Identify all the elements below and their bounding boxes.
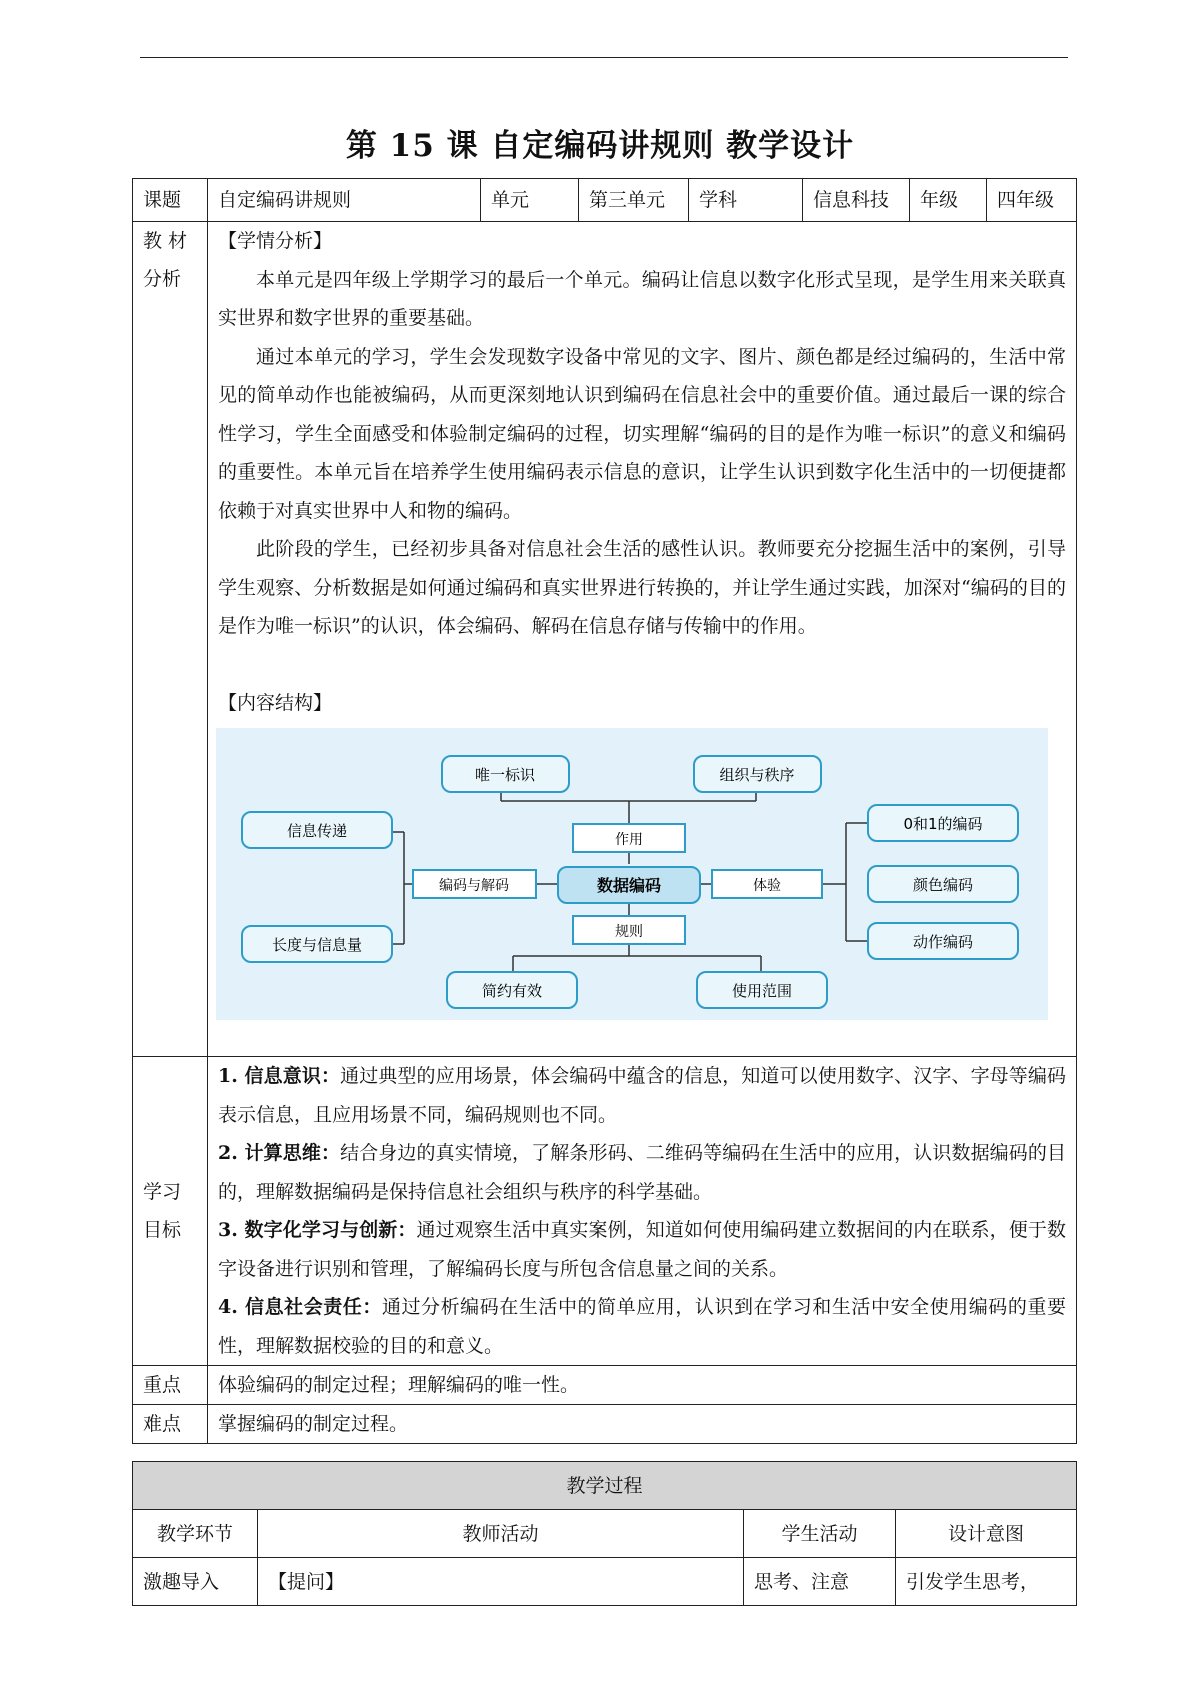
diagram-center-label: 数据编码 <box>596 876 662 895</box>
intent-cell: 引发学生思考， <box>896 1558 1077 1606</box>
diagram-node-label: 唯一标识 <box>474 766 536 784</box>
objective-body: 通过分析编码在生活中的简单应用，认识到在学习和生活中安全使用编码的重要性，理解数据校验的目的和意义。 <box>218 1296 1066 1357</box>
objectives-row <box>133 1057 1077 1366</box>
column-header: 教师活动 <box>258 1510 744 1558</box>
analysis-paragraph: 通过本单元的学习，学生会发现数字设备中常见的文字、图片、颜色都是经过编码的，生活中常见的简单动作也能被编码，从而更深刻地认识到编码在信息社会中的重要价值。通过最后一课的综合性学习，学生全面感受和体验制定编码的过程，切实理解“编码的目的是作为唯一标识”的意义和编码的重要性。本单元旨在培养学生使用编码表示信息的意识，让学生认识到数字化生活中的一切便捷都依赖于对真实世界中人和物的编码。 <box>218 345 1066 522</box>
objective-item <box>218 1057 1066 1134</box>
objectives-label: 学习 目标 <box>133 1057 208 1366</box>
analysis-content <box>208 222 1077 1057</box>
diagram-node-label: 0和1的编码 <box>903 815 983 833</box>
process-heading: 教学过程 <box>133 1462 1077 1510</box>
section-heading: 【内容结构】 <box>218 691 333 714</box>
header-rule <box>140 57 1068 58</box>
objective-body: 结合身边的真实情境，了解条形码、二维码等编码在生活中的应用，认识数据编码的目的，理解数据编码是保持信息社会组织与秩序的科学基础。 <box>218 1142 1066 1203</box>
column-header: 学生活动 <box>744 1510 896 1558</box>
analysis-row <box>133 222 1077 1057</box>
analysis-label: 教 材 分析 <box>133 222 208 1057</box>
diagram-link-label: 作用 <box>615 832 643 848</box>
course-value: 自定编码讲规则 <box>208 179 481 222</box>
section-heading: 【学情分析】 <box>218 230 333 252</box>
diagram-link-label: 编码与解码 <box>439 878 509 894</box>
objective-item <box>218 1134 1066 1211</box>
content-structure-diagram <box>216 728 1048 1020</box>
objectives-content <box>208 1057 1077 1366</box>
student-cell: 思考、注意 <box>744 1558 896 1606</box>
diagram-link-label: 体验 <box>753 878 781 894</box>
stage-cell: 激趣导入 <box>133 1558 258 1606</box>
objective-head: 4. 信息社会责任： <box>218 1296 382 1318</box>
difficulty-label: 难点 <box>133 1405 208 1444</box>
table-row <box>133 1558 1077 1606</box>
analysis-paragraph: 本单元是四年级上学期学习的最后一个单元。编码让信息以数字化形式呈现，是学生用来关联真实世界和数字世界的重要基础。 <box>218 268 1066 329</box>
unit-value: 第三单元 <box>579 179 689 222</box>
lesson-plan-table <box>132 178 1077 1444</box>
diagram-node-label: 颜色编码 <box>912 876 974 894</box>
key-point-value: 体验编码的制定过程；理解编码的唯一性。 <box>208 1366 1077 1405</box>
grade-value: 四年级 <box>987 179 1077 222</box>
course-label: 课题 <box>133 179 208 222</box>
column-header: 教学环节 <box>133 1510 258 1558</box>
diagram-node-label: 使用范围 <box>731 982 793 1000</box>
process-heading-row <box>133 1462 1077 1510</box>
subject-label: 学科 <box>689 179 803 222</box>
key-point-label: 重点 <box>133 1366 208 1405</box>
diagram-link-label: 规则 <box>615 924 643 940</box>
difficulty-row <box>133 1405 1077 1444</box>
objective-item <box>218 1288 1066 1365</box>
diagram-node-label: 动作编码 <box>912 933 974 951</box>
teacher-cell: 【提问】 <box>258 1558 744 1606</box>
process-table <box>132 1461 1077 1606</box>
objective-item <box>218 1211 1066 1288</box>
grade-label: 年级 <box>910 179 987 222</box>
objective-head: 1. 信息意识： <box>218 1065 341 1087</box>
key-point-row <box>133 1366 1077 1405</box>
objective-head: 2. 计算思维： <box>218 1142 341 1164</box>
objective-head: 3. 数字化学习与创新： <box>218 1219 417 1241</box>
diagram-node-label: 组织与秩序 <box>719 766 795 784</box>
diagram-node-label: 长度与信息量 <box>271 936 363 954</box>
column-header: 设计意图 <box>896 1510 1077 1558</box>
diagram-node-label: 信息传递 <box>286 822 348 840</box>
objective-body: 通过典型的应用场景，体会编码中蕴含的信息，知道可以使用数字、汉字、字母等编码表示信息，且应用场景不同，编码规则也不同。 <box>218 1065 1066 1126</box>
diagram-node-label: 简约有效 <box>481 982 543 1000</box>
unit-label: 单元 <box>481 179 579 222</box>
analysis-paragraph: 此阶段的学生，已经初步具备对信息社会生活的感性认识。教师要充分挖掘生活中的案例，引导学生观察、分析数据是如何通过编码和真实世界进行转换的，并让学生通过实践，加深对“编码的目的是作为唯一标识”的认识，体会编码、解码在信息存储与传输中的作用。 <box>218 538 1066 637</box>
header-row <box>133 179 1077 222</box>
subject-value: 信息科技 <box>803 179 910 222</box>
process-columns-row <box>133 1510 1077 1558</box>
difficulty-value: 掌握编码的制定过程。 <box>208 1405 1077 1444</box>
objective-body: 通过观察生活中真实案例，知道如何使用编码建立数据间的内在联系，便于数字设备进行识别和管理，了解编码长度与所包含信息量之间的关系。 <box>218 1219 1066 1280</box>
page-title: 第 15 课 自定编码讲规则 教学设计 <box>345 128 855 164</box>
